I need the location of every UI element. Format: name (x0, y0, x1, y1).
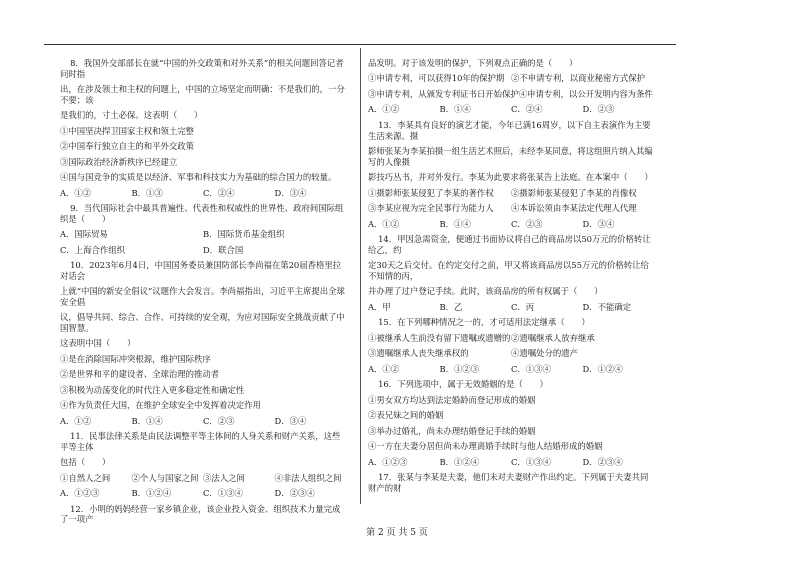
statement-1: ①摄影师张某侵犯了李某的著作权 (368, 187, 494, 198)
question-16-statement-4: ④一方在夫妻分居但尚未办理离婚手续时与他人结婚形成的婚姻 (368, 441, 603, 452)
question-13-text-2: 影师张某为李某拍摄一组生活艺术照后，未经李某同意，将这组照片纳入其编写的人像摄 (368, 146, 653, 167)
question-8-text-2: 出，在涉及领土和主权的问题上，中国的立场坚定而明确：不是我们的，一分不要；该 (60, 84, 345, 105)
column-divider (360, 48, 361, 504)
question-12-statements-row-1 (368, 73, 654, 84)
statement-4: ④本诉讼须由李某法定代理人代理 (511, 203, 637, 214)
option-d: D．③④ (274, 415, 307, 426)
question-8-statement-3: ③国际政治经济新秩序已经建立 (60, 156, 178, 167)
option-d: D．联合国 (203, 244, 244, 255)
option-b: B．①②③ (439, 363, 480, 374)
question-16-options (368, 457, 654, 468)
option-a: A．①②③ (368, 456, 408, 467)
option-d: D．①②④ (582, 363, 623, 374)
question-12-text-2: 品发明。对于该发明的保护，下列观点正确的是（ ） (368, 58, 578, 68)
question-10-statement-3: ③积极为动荡变化的时代注入更多稳定性和确定性 (60, 384, 245, 395)
option-b: B．①②④ (439, 456, 480, 467)
option-c: C．②③ (203, 415, 235, 426)
statement-1: ①被继承人生前没有留下遗嘱或遗赠的 (368, 332, 511, 343)
question-11-statements (60, 473, 346, 484)
statement-4: ④非法人组织之间 (274, 472, 342, 483)
statement-2: ②不申请专利，以商业秘密方式保护 (511, 73, 645, 84)
question-14-options (368, 302, 654, 313)
question-11-options (60, 488, 346, 499)
question-15-text: 15．在下列哪种情况之一的，才可适用法定继承（ ） (378, 317, 590, 328)
statement-4: ④申请专利，以公开发明内容为条件 (518, 88, 653, 99)
question-10-text-2: 上就“中国的新安全倡议”议题作大会发言。李尚福指出，习近平主席提出全球安全倡 (60, 286, 345, 307)
option-a: A．①②③ (60, 488, 100, 499)
right-column (368, 58, 654, 498)
question-11-text-2: 包括（ ） (60, 457, 111, 468)
question-14-text-1: 14．甲因急需资金，便通过书面协议将自己的商品房以50万元的价格转让给乙，约 (368, 234, 651, 255)
question-12-statements-row-2 (368, 89, 654, 100)
question-16-statement-3: ③举办过婚礼，尚未办理结婚登记手续的婚姻 (368, 425, 536, 436)
statement-2: ②个人与国家之间 (131, 472, 199, 483)
question-8-statement-4: ④国与国竞争的实质是以经济、军事和科技实力为基础的综合国力的较量。 (60, 172, 337, 183)
question-10-text-4: 这表明中国（ ） (60, 338, 136, 349)
option-a: A．①② (368, 104, 400, 115)
left-column (60, 58, 346, 530)
question-14-text-2: 定30天之后交付。在约定交付之前，甲又将该商品房以55万元的价格转让给不知情的丙， (368, 260, 649, 281)
option-a: A．①② (60, 187, 92, 198)
question-8-text-3: 是我们的，寸土必保。这表明（ ） (60, 110, 203, 121)
option-b: B．①④ (131, 415, 163, 426)
option-c: C．①③④ (511, 456, 551, 467)
question-10-statement-4: ④作为负责任大国，在维护全球安全中发挥着决定作用 (60, 400, 261, 411)
question-8-statement-1: ①中国坚决捍卫国家主权和领土完整 (60, 125, 194, 136)
option-d: D．②③ (582, 104, 615, 115)
option-c: C．上海合作组织 (60, 244, 126, 255)
option-a: A．甲 (368, 301, 391, 312)
question-17-text-1: 17．张某与李某是夫妻，他们未对夫妻财产作出约定。下列属于夫妻共同财产的财 (368, 472, 649, 493)
statement-3: ③遗嘱继承人丧失继承权的 (368, 348, 469, 359)
statement-1: ①申请专利，可以获得10年的保护期 (368, 73, 505, 84)
question-13-text-3: 影技巧丛书，并对外发行。李某为此要求将张某告上法庭。在本案中（ ） (368, 172, 653, 183)
question-12-options (368, 104, 654, 115)
question-9-options-row-2 (60, 245, 346, 256)
question-8-options (60, 188, 346, 199)
question-10-text-3: 议，倡导共同、综合、合作、可持续的安全观，为应对国际安全挑战贡献了中国智慧。 (60, 312, 345, 333)
question-13-options (368, 219, 654, 230)
option-a: A．①② (368, 218, 400, 229)
question-10-text-1: 10．2023年6月4日，中国国务委员兼国防部长李尚福在第20届香格里拉对话会 (60, 260, 342, 281)
question-8-statement-2: ②中国奉行独立自主的和平外交政策 (60, 141, 194, 152)
question-10-statement-2: ②是世界和平的建设者、全球治理的推动者 (60, 369, 220, 380)
question-9-options-row-1 (60, 229, 346, 240)
question-15-statements-row-2 (368, 348, 654, 359)
option-c: C．①③④ (511, 363, 551, 374)
statement-3: ③申请专利，从颁发专利证书日开始保护 (368, 88, 519, 99)
question-11-text-1: 11．民事法律关系是由民法调整平等主体间的人身关系和财产关系，这些平等主体 (60, 431, 341, 452)
option-d: D．③④ (582, 218, 615, 229)
question-13-statements-row-1 (368, 188, 654, 199)
question-16-statement-1: ①男女双方均达到法定婚龄而登记形成的婚姻 (368, 394, 536, 405)
option-a: A．国际贸易 (60, 229, 108, 240)
question-10-options (60, 416, 346, 427)
question-15-options (368, 364, 654, 375)
option-d: D．②③④ (582, 456, 623, 467)
question-13-text-1: 13．李某具有良好的演艺才能，今年已满16周岁，以下自主表演作为主要生活来源。摄 (368, 119, 651, 141)
option-a: A．①② (60, 415, 92, 426)
question-16-text: 16．下列选项中，属于无效婚姻的是（ ） (378, 379, 548, 390)
option-b: B．国际货币基金组织 (203, 229, 285, 240)
statement-4: ④遗嘱处分的遗产 (511, 348, 578, 359)
question-13-statements-row-2 (368, 203, 654, 214)
option-b: B．①②④ (131, 488, 172, 499)
question-16-statement-2: ②表兄妹之间的婚姻 (368, 410, 444, 421)
option-c: C．②④ (511, 104, 543, 115)
question-15-statements-row-1 (368, 333, 654, 344)
option-c: C．丙 (511, 301, 535, 312)
option-c: C．①③④ (203, 488, 243, 499)
page-number: 第 2 页 共 5 页 (366, 528, 428, 538)
question-14-text-3: 并办理了过户登记手续。此时，该商品房的所有权属于（ ） (368, 286, 603, 297)
question-12-text-1: 12．小明的妈妈经营一家乡镇企业，该企业投入资金、组织技术力量完成了一项产 (60, 503, 341, 525)
top-rule (44, 44, 676, 45)
statement-1: ①自然人之间 (60, 472, 111, 483)
statement-2: ②遗嘱继承人放弃继承 (511, 332, 595, 343)
option-a: A．①② (368, 363, 400, 374)
option-b: B．①④ (439, 218, 471, 229)
option-d: D．不能确定 (582, 301, 632, 312)
question-8-text-1: 8．我国外交部部长在就“中国的外交政策和对外关系”的相关问题回答记者问时指 (60, 58, 344, 79)
statement-2: ②摄影师张某侵犯了李某的肖像权 (511, 187, 637, 198)
option-c: C．②④ (203, 187, 235, 198)
option-c: C．②③ (511, 218, 543, 229)
statement-3: ③李某应视为完全民事行为能力人 (368, 203, 494, 214)
question-9-text: 9．当代国际社会中最具普遍性、代表性和权威性的世界性、政府间国际组织是（ ） (60, 203, 344, 224)
option-b: B．①③ (131, 187, 163, 198)
option-b: B．乙 (439, 301, 463, 312)
option-d: D．②③④ (274, 488, 315, 499)
question-10-statement-1: ①是在消除国际冲突根源，维护国际秩序 (60, 353, 211, 364)
statement-3: ③法人之间 (203, 472, 245, 483)
option-d: D．③④ (274, 187, 307, 198)
option-b: B．①④ (439, 104, 471, 115)
